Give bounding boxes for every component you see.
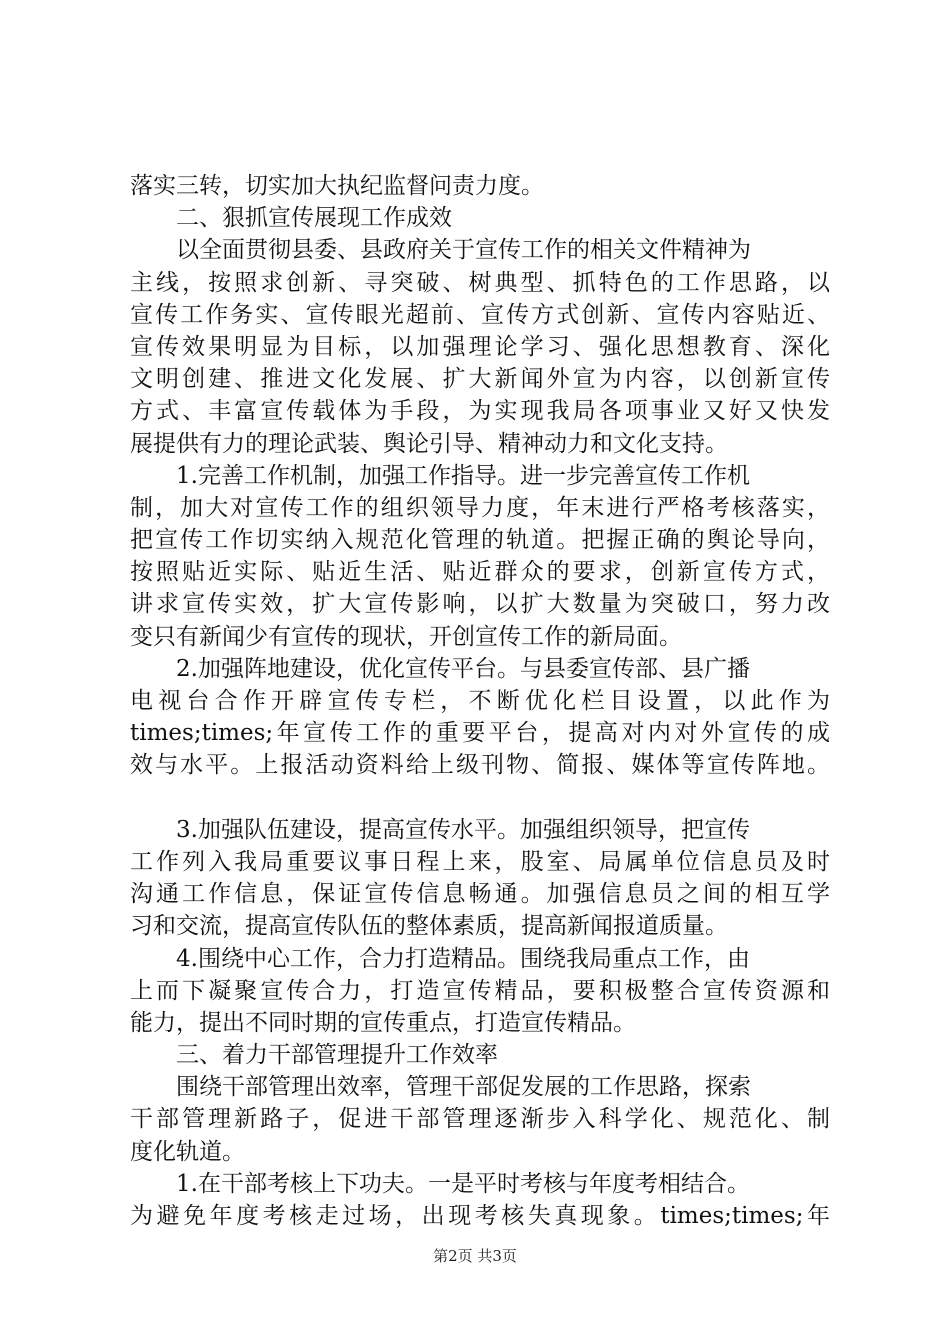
page-footer: 第2页 共3页 [433,1247,517,1265]
text-line: 效与水平。上报活动资料给上级刊物、简报、媒体等宣传阵地。 [130,752,830,779]
text-line: 把宣传工作切实纳入规范化管理的轨道。把握正确的舆论导向， [130,527,830,554]
text-line: 制，加大对宣传工作的组织领导力度，年末进行严格考核落实， [130,494,830,521]
text-line: 围绕干部管理出效率，管理干部促发展的工作思路，探索 [176,1074,751,1101]
text-line: times;times;年宣传工作的重要平台，提高对内对外宣传的成 [130,720,830,747]
text-line: 按照贴近实际、贴近生活、贴近群众的要求，创新宣传方式， [130,559,830,586]
text-line: 度化轨道。 [130,1138,245,1165]
text-line: 1.在干部考核上下功夫。一是平时考核与年度考相结合。 [176,1170,750,1197]
text-line: 4.围绕中心工作，合力打造精品。围绕我局重点工作，由 [176,945,750,972]
text-line: 二、狠抓宣传展现工作成效 [176,205,452,232]
text-line: 文明创建、推进文化发展、扩大新闻外宣为内容，以创新宣传 [130,366,830,393]
text-line: 能力，提出不同时期的宣传重点，打造宣传精品。 [130,1009,636,1036]
text-line: 三、着力干部管理提升工作效率 [176,1042,498,1069]
text-line: 讲求宣传实效，扩大宣传影响，以扩大数量为突破口，努力改 [130,591,830,618]
text-line: 宣传效果明显为目标，以加强理论学习、强化思想教育、深化 [130,333,830,360]
text-line: 干部管理新路子，促进干部管理逐渐步入科学化、规范化、制 [130,1106,830,1133]
text-line: 1.完善工作机制，加强工作指导。进一步完善宣传工作机 [176,462,750,489]
text-line: 变只有新闻少有宣传的现状，开创宣传工作的新局面。 [130,623,682,650]
text-line: 2.加强阵地建设，优化宣传平台。与县委宣传部、县广播 [176,655,750,682]
text-line: 宣传工作务实、宣传眼光超前、宣传方式创新、宣传内容贴近、 [130,301,830,328]
text-line: 习和交流，提高宣传队伍的整体素质，提高新闻报道质量。 [130,913,728,940]
text-line: 上而下凝聚宣传合力，打造宣传精品，要积极整合宣传资源和 [130,977,830,1004]
text-line: 为避免年度考核走过场，出现考核失真现象。times;times;年 [130,1203,830,1229]
text-line: 3.加强队伍建设，提高宣传水平。加强组织领导，把宣传 [176,816,750,843]
blank-line [130,782,830,814]
document-body [130,170,830,1232]
text-line: 落实三转，切实加大执纪监督问责力度。 [130,173,544,199]
text-line: 沟通工作信息，保证宣传信息畅通。加强信息员之间的相互学 [130,881,830,908]
text-line: 方式、丰富宣传载体为手段，为实现我局各项事业又好又快发 [130,398,830,425]
text-line: 以全面贯彻县委、县政府关于宣传工作的相关文件精神为 [176,237,751,264]
text-line: 展提供有力的理论武装、舆论引导、精神动力和文化支持。 [130,430,728,457]
text-line: 工作列入我局重要议事日程上来，股室、局属单位信息员及时 [130,848,830,875]
text-line: 电视台合作开辟宣传专栏，不断优化栏目设置，以此作为 [130,688,830,714]
text-line: 主线，按照求创新、寻突破、树典型、抓特色的工作思路，以 [130,269,830,296]
